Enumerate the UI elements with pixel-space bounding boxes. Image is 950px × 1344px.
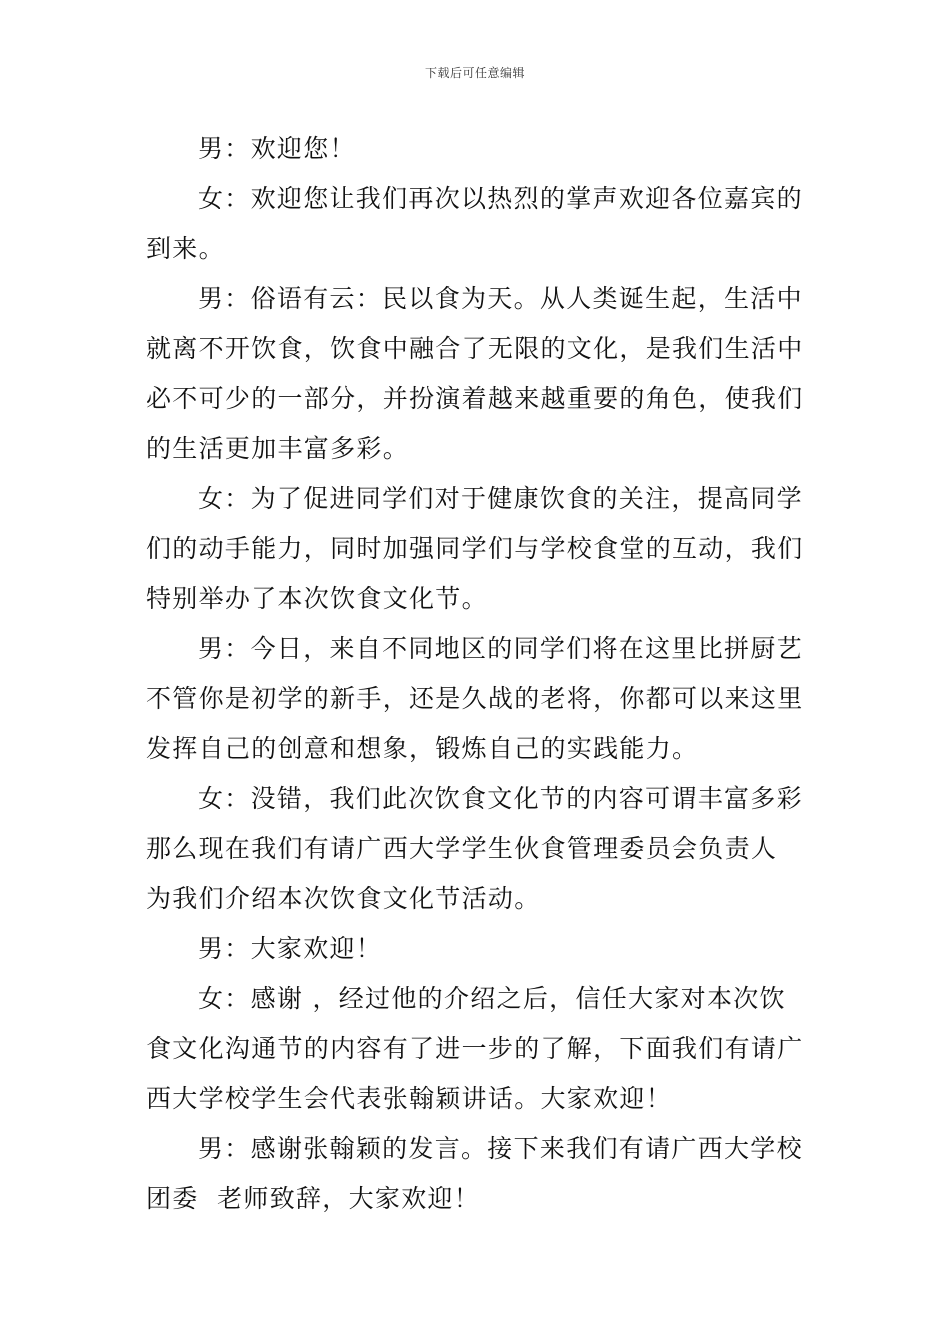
dialogue-paragraph-7: 男：大家欢迎！ xyxy=(198,934,383,963)
document-body xyxy=(146,124,808,1224)
dialogue-paragraph-1: 男：欢迎您！ xyxy=(198,134,356,163)
dialogue-paragraph-5: 男：今日，来自不同地区的同学们将在这里比拼厨艺不管你是初学的新手，还是久战的老将，你都可以来这里发挥自己的创意和想象，锻炼自己的实践能力。 xyxy=(146,634,804,763)
dialogue-paragraph-9: 男：感谢张翰颖的发言。接下来我们有请广西大学校团委 老师致辞，大家欢迎！ xyxy=(146,1134,803,1213)
dialogue-paragraph-4: 女：为了促进同学们对于健康饮食的关注，提高同学们的动手能力，同时加强同学们与学校食堂的互动，我们特别举办了本次饮食文化节。 xyxy=(146,484,804,613)
page-header-note: 下载后可任意编辑 xyxy=(424,66,525,80)
dialogue-paragraph-3: 男：俗语有云：民以食为天。从人类诞生起，生活中就离不开饮食，饮食中融合了无限的文化，是我们生活中必不可少的一部分，并扮演着越来越重要的角色，使我们的生活更加丰富多彩。 xyxy=(146,284,804,463)
dialogue-paragraph-8: 女：感谢 ，经过他的介绍之后，信任大家对本次饮食文化沟通节的内容有了进一步的了解，下面我们有请广西大学校学生会代表张翰颖讲话。大家欢迎！ xyxy=(146,984,804,1113)
dialogue-paragraph-2: 女：欢迎您让我们再次以热烈的掌声欢迎各位嘉宾的到来。 xyxy=(146,184,803,263)
dialogue-paragraph-6: 女：没错，我们此次饮食文化节的内容可谓丰富多彩那么现在我们有请广西大学学生伙食管理委员会负责人 为我们介绍本次饮食文化节活动。 xyxy=(146,784,803,913)
